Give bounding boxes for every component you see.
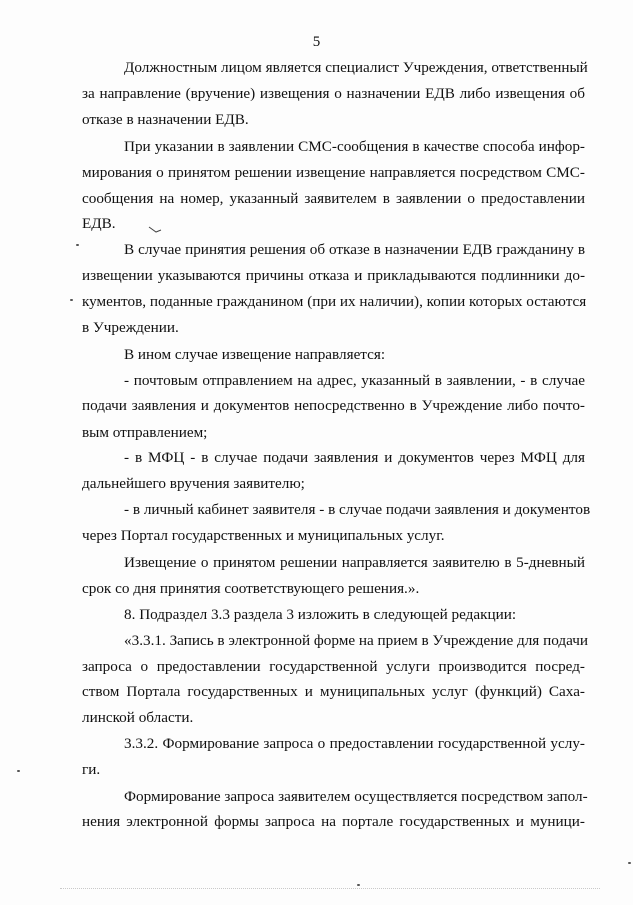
text-line: - в МФЦ - в случае подачи заявления и документов через МФЦ для (124, 449, 585, 466)
text-line: отказе в назначении ЕДВ. (82, 111, 249, 128)
text-line: «3.3.1. Запись в электронной форме на прием в Учреждение для подачи (124, 632, 588, 649)
text-line: за направление (вручение) извещения о назначении ЕДВ либо извещения об (82, 85, 585, 102)
text-line: 3.3.2. Формирование запроса о предоставлении государственной услу- (124, 735, 585, 752)
text-line: Должностным лицом является специалист Учреждения, ответственный (124, 59, 588, 76)
text-line: подачи заявления и документов непосредственно в Учреждение либо почто- (82, 397, 585, 414)
text-line: нения электронной формы запроса на портале государственных и муници- (82, 813, 585, 830)
text-line: срок со дня принятия соответствующего решения.». (82, 580, 420, 597)
scan-speck (70, 299, 73, 301)
text-line: 8. Подраздел 3.3 раздела 3 изложить в следующей редакции: (124, 606, 517, 623)
text-line: линской области. (82, 709, 194, 726)
scan-speck (628, 862, 631, 864)
text-line: вым отправлением; (82, 424, 208, 441)
text-line: в Учреждении. (82, 319, 179, 336)
text-line: При указании в заявлении СМС-сообщения в качестве способа инфор- (124, 138, 585, 155)
text-line: - почтовым отправлением на адрес, указанный в заявлении, - в случае (124, 372, 585, 389)
text-line: мирования о принятом решении извещение направляется посредством СМС- (82, 164, 585, 181)
text-line: кументов, поданные гражданином (при их наличии), копии которых остаются (82, 293, 587, 310)
page-edge-line (60, 888, 600, 889)
text-line: ством Портала государственных и муниципальных услуг (функций) Саха- (82, 683, 585, 700)
text-line: ги. (82, 761, 101, 778)
text-line: - в личный кабинет заявителя - в случае подачи заявления и документов (124, 501, 591, 518)
scan-speck (357, 884, 360, 886)
text-line: запроса о предоставлении государственной услуги производится посред- (82, 658, 585, 675)
text-line: В случае принятия решения об отказе в назначении ЕДВ гражданину в (124, 241, 585, 258)
text-line: Формирование запроса заявителем осуществляется посредством запол- (124, 788, 588, 805)
text-line: дальнейшего вручения заявителю; (82, 475, 305, 492)
page-number: 5 (312, 34, 321, 50)
text-line: сообщения на номер, указанный заявителем в заявлении о предоставлении (82, 190, 585, 207)
pen-mark (148, 226, 162, 234)
text-line: В ином случае извещение направляется: (124, 346, 386, 363)
text-line: через Портал государственных и муниципальных услуг. (82, 527, 445, 544)
text-line: Извещение о принятом решении направляется заявителю в 5-дневный (124, 554, 585, 571)
scan-speck (76, 244, 79, 246)
scan-speck (17, 770, 20, 772)
text-line: извещении указываются причины отказа и прикладываются подлинники до- (82, 267, 585, 284)
text-line: ЕДВ. (82, 215, 116, 232)
